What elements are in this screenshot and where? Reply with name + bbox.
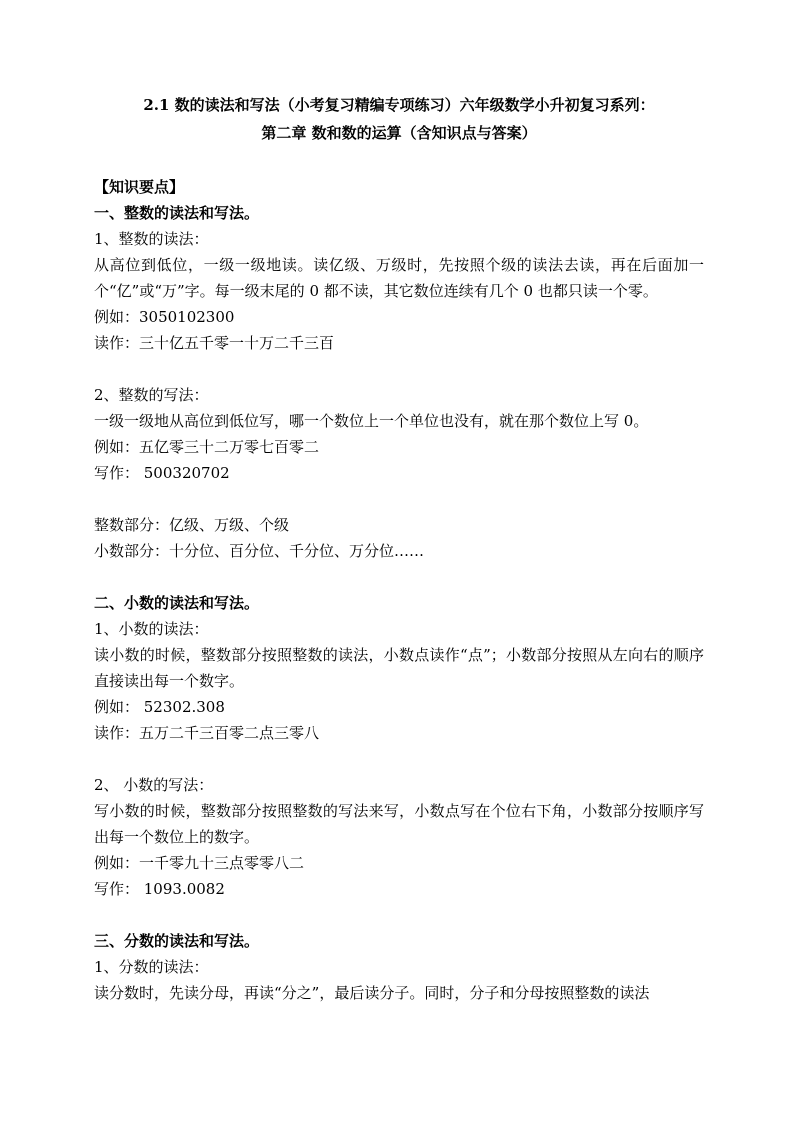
section1-sub1-text: 从高位到低位，一级一级地读。读亿级、万级时，先按照个级的读法去读，再在后面加一个“亿”或“万”字。每一级末尾的 0 都不读，其它数位连续有几个 0 也都只读一个零。 (94, 256, 704, 300)
section2-example1: 例如： 52302.308 (94, 698, 225, 716)
section1-example2: 例如：五亿零三十二万零七百零二 (94, 438, 320, 456)
section2-heading: 二、小数的读法和写法。 (94, 594, 260, 612)
section2-write2: 写作： 1093.0082 (94, 880, 225, 898)
section3-heading: 三、分数的读法和写法。 (94, 932, 260, 950)
section1-write2: 写作： 500320702 (94, 464, 230, 482)
section1-decimal-part: 小数部分：十分位、百分位、千分位、万分位…… (94, 542, 425, 560)
section1-example1: 例如：3050102300 (94, 308, 235, 326)
section3-sub1-label: 1、分数的读法： (94, 958, 209, 976)
section2-read1: 读作：五万二千三百零二点三零八 (94, 724, 320, 742)
section1-heading: 一、整数的读法和写法。 (94, 204, 260, 222)
document-title-line-1: 2.1 数的读法和写法（小考复习精编专项练习）六年级数学小升初复习系列： (143, 96, 655, 114)
knowledge-heading: 【知识要点】 (94, 178, 185, 196)
document-title-line-2: 第二章 数和数的运算（含知识点与答案） (261, 124, 537, 142)
document-page (94, 92, 704, 1006)
section1-integer-part: 整数部分：亿级、万级、个级 (94, 516, 290, 534)
section3-sub1-text: 读分数时，先读分母，再读“分之”，最后读分子。同时，分子和分母按照整数的读法 (94, 984, 650, 1002)
section2-sub1-label: 1、小数的读法： (94, 620, 209, 638)
section2-sub2-label: 2、 小数的写法： (94, 776, 214, 794)
section2-sub2-text: 写小数的时候，整数部分按照整数的写法来写，小数点写在个位右下角，小数部分按顺序写出每一个数位上的数字。 (94, 802, 704, 846)
section1-read1: 读作：三十亿五千零一十万二千三百 (94, 334, 335, 352)
section2-example2: 例如：一千零九十三点零零八二 (94, 854, 305, 872)
section2-sub1-text: 读小数的时候，整数部分按照整数的读法，小数点读作“点”；小数部分按照从左向右的顺序直接读出每一个数字。 (94, 646, 704, 690)
section1-sub2-text: 一级一级地从高位到低位写，哪一个数位上一个单位也没有，就在那个数位上写 0。 (94, 412, 649, 430)
section1-sub2-label: 2、整数的写法： (94, 386, 209, 404)
section1-sub1-label: 1、整数的读法： (94, 230, 209, 248)
